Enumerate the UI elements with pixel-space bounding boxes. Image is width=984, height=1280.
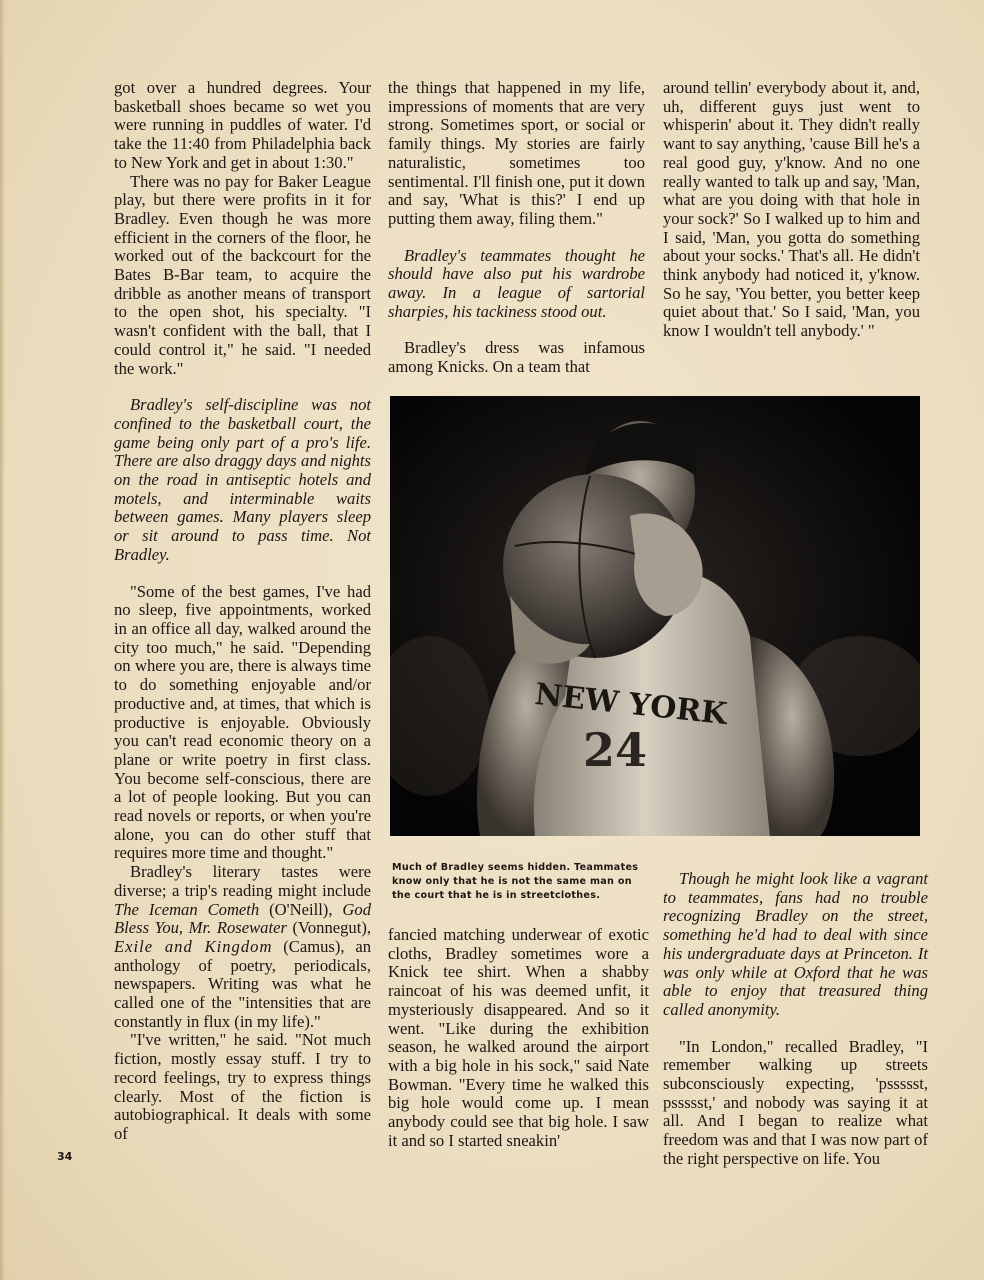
book-title: Exile and Kingdom (114, 936, 273, 956)
article-column-1 (114, 79, 371, 1144)
article-column-2-continued (388, 926, 649, 1150)
italic-interlude: Though he might look like a vagrant to teammates, fans had no trouble recognizing Bradley on the street, something he'd had to deal with since his undergraduate days at Princeton. It was only while at Oxford that he was able to enjoy that treasured thing called anonymity. (663, 869, 928, 1019)
book-title: God Bless You, Mr. Rosewater (114, 899, 371, 938)
paragraph: got over a hundred degrees. Your basketball shoes became so wet you were running in puddles of water. I'd take the 11:40 from Philadelphia back to New York and get in about 1:30." (114, 78, 371, 172)
paragraph: the things that happened in my life, impressions of moments that are very strong. Sometimes sport, or social or family things. My stories are fairly naturalistic, sometimes too sentimental. I'll finish one, put it down and say, 'What is this?' I end up putting them away, filing them." (388, 78, 645, 228)
photo-caption: Much of Bradley seems hidden. Teammates know only that he is not the same man on the court that he is in streetclothes. (392, 862, 639, 901)
italic-interlude: Bradley's self-discipline was not confined to the basketball court, the game being only part of a pro's life. There are also draggy days and nights on the road in antiseptic hotels and motels, and interminable waits between games. Many players sleep or sit around to pass time. Not Bradley. (114, 395, 371, 564)
jersey-lettering: NEW YORK (533, 677, 729, 733)
paragraph: Bradley's dress was infamous among Knicks. On a team that (388, 338, 645, 377)
paragraph: fancied matching underwear of exotic cloths, Bradley sometimes wore a Knick tee shirt. When a shabby raincoat of his was deemed unfit, it mysteriously disappeared. And so it went. "Like during the exhibition season, he walked around the airport with a big hole in his sock," said Nate Bowman. "Every time he walked this big hole would come up. I mean anybody could see that big hole. I saw it and so I started sneakin' (388, 925, 649, 1150)
paragraph: "In London," recalled Bradley, "I remember walking up streets subconsciously expecting, 'pssssst, pssssst,' and nobody was saying it at all. And I began to realize what freedom was and that I was now part of the right perspective on life. You (663, 1036, 928, 1168)
page-number: 34 (57, 1150, 73, 1163)
article-column-3-continued (663, 870, 928, 1169)
article-column-2 (388, 79, 645, 377)
paragraph: "Some of the best games, I've had no sleep, five appointments, worked in an office all day, walked around the city too much," he said. "Depending on where you are, there is always time to do something enjoyable and/or productive and, at times, that which is productive is enjoyable. Obviously you can't read economic theory on a plane or write poetry in first class. You become self-conscious, there are a lot of people looking. But you can read novels or reports, or when you're alone, you can do other stuff that requires more time and thought." (114, 581, 371, 863)
jersey-number: 24 (582, 723, 648, 777)
book-title: The Iceman Cometh (114, 899, 260, 919)
paragraph: around tellin' everybody about it, and, uh, different guys just went to whisperin' about it. They didn't really want to say anything, 'cause Bill he's a real good guy, y'know. And no one really wanted to talk up and say, 'Man, what are you doing with that hole in your sock?' So I walked up to him and I said, 'Man, you gotta do something about your socks.' That's all. He didn't think anybody had noticed it, y'know. So he say, 'You better, you better keep quiet about that.' So I said, 'Man, you know I wouldn't tell anybody.' " (663, 78, 920, 341)
page-edge (0, 0, 5, 1280)
article-column-3 (663, 79, 920, 341)
paragraph: There was no pay for Baker League play, but there were profits in it for Bradley. Even though he was more efficient in the corners of the floor, he worked out of the backcourt for the Bates B-Bar team, to acquire the dribble as another means of transport to the open shot, his specialty. "I wasn't confident with the ball, that I could control it," he said. "I needed the work." (114, 171, 371, 378)
italic-interlude: Bradley's teammates thought he should have also put his wardrobe away. In a league of sartorial sharpies, his tackiness stood out. (388, 245, 645, 321)
paragraph: "I've written," he said. "Not much fiction, mostly essay stuff. I try to record feelings, try to express things clearly. Most of the fiction is autobiographical. It deals with some of (114, 1030, 371, 1143)
paragraph-literary-tastes: Bradley's literary tastes were diverse; a trip's reading might include The Iceman Cometh (O'Neill), God Bless You, Mr. Rosewater (Vonnegut), Exile and Kingdom (Camus), an anthology of poetry, periodicals, newspapers. Writing was what he called one of the "intensities that are constantly in flux (in my life)." (114, 862, 372, 1031)
bradley-photo (390, 396, 920, 836)
